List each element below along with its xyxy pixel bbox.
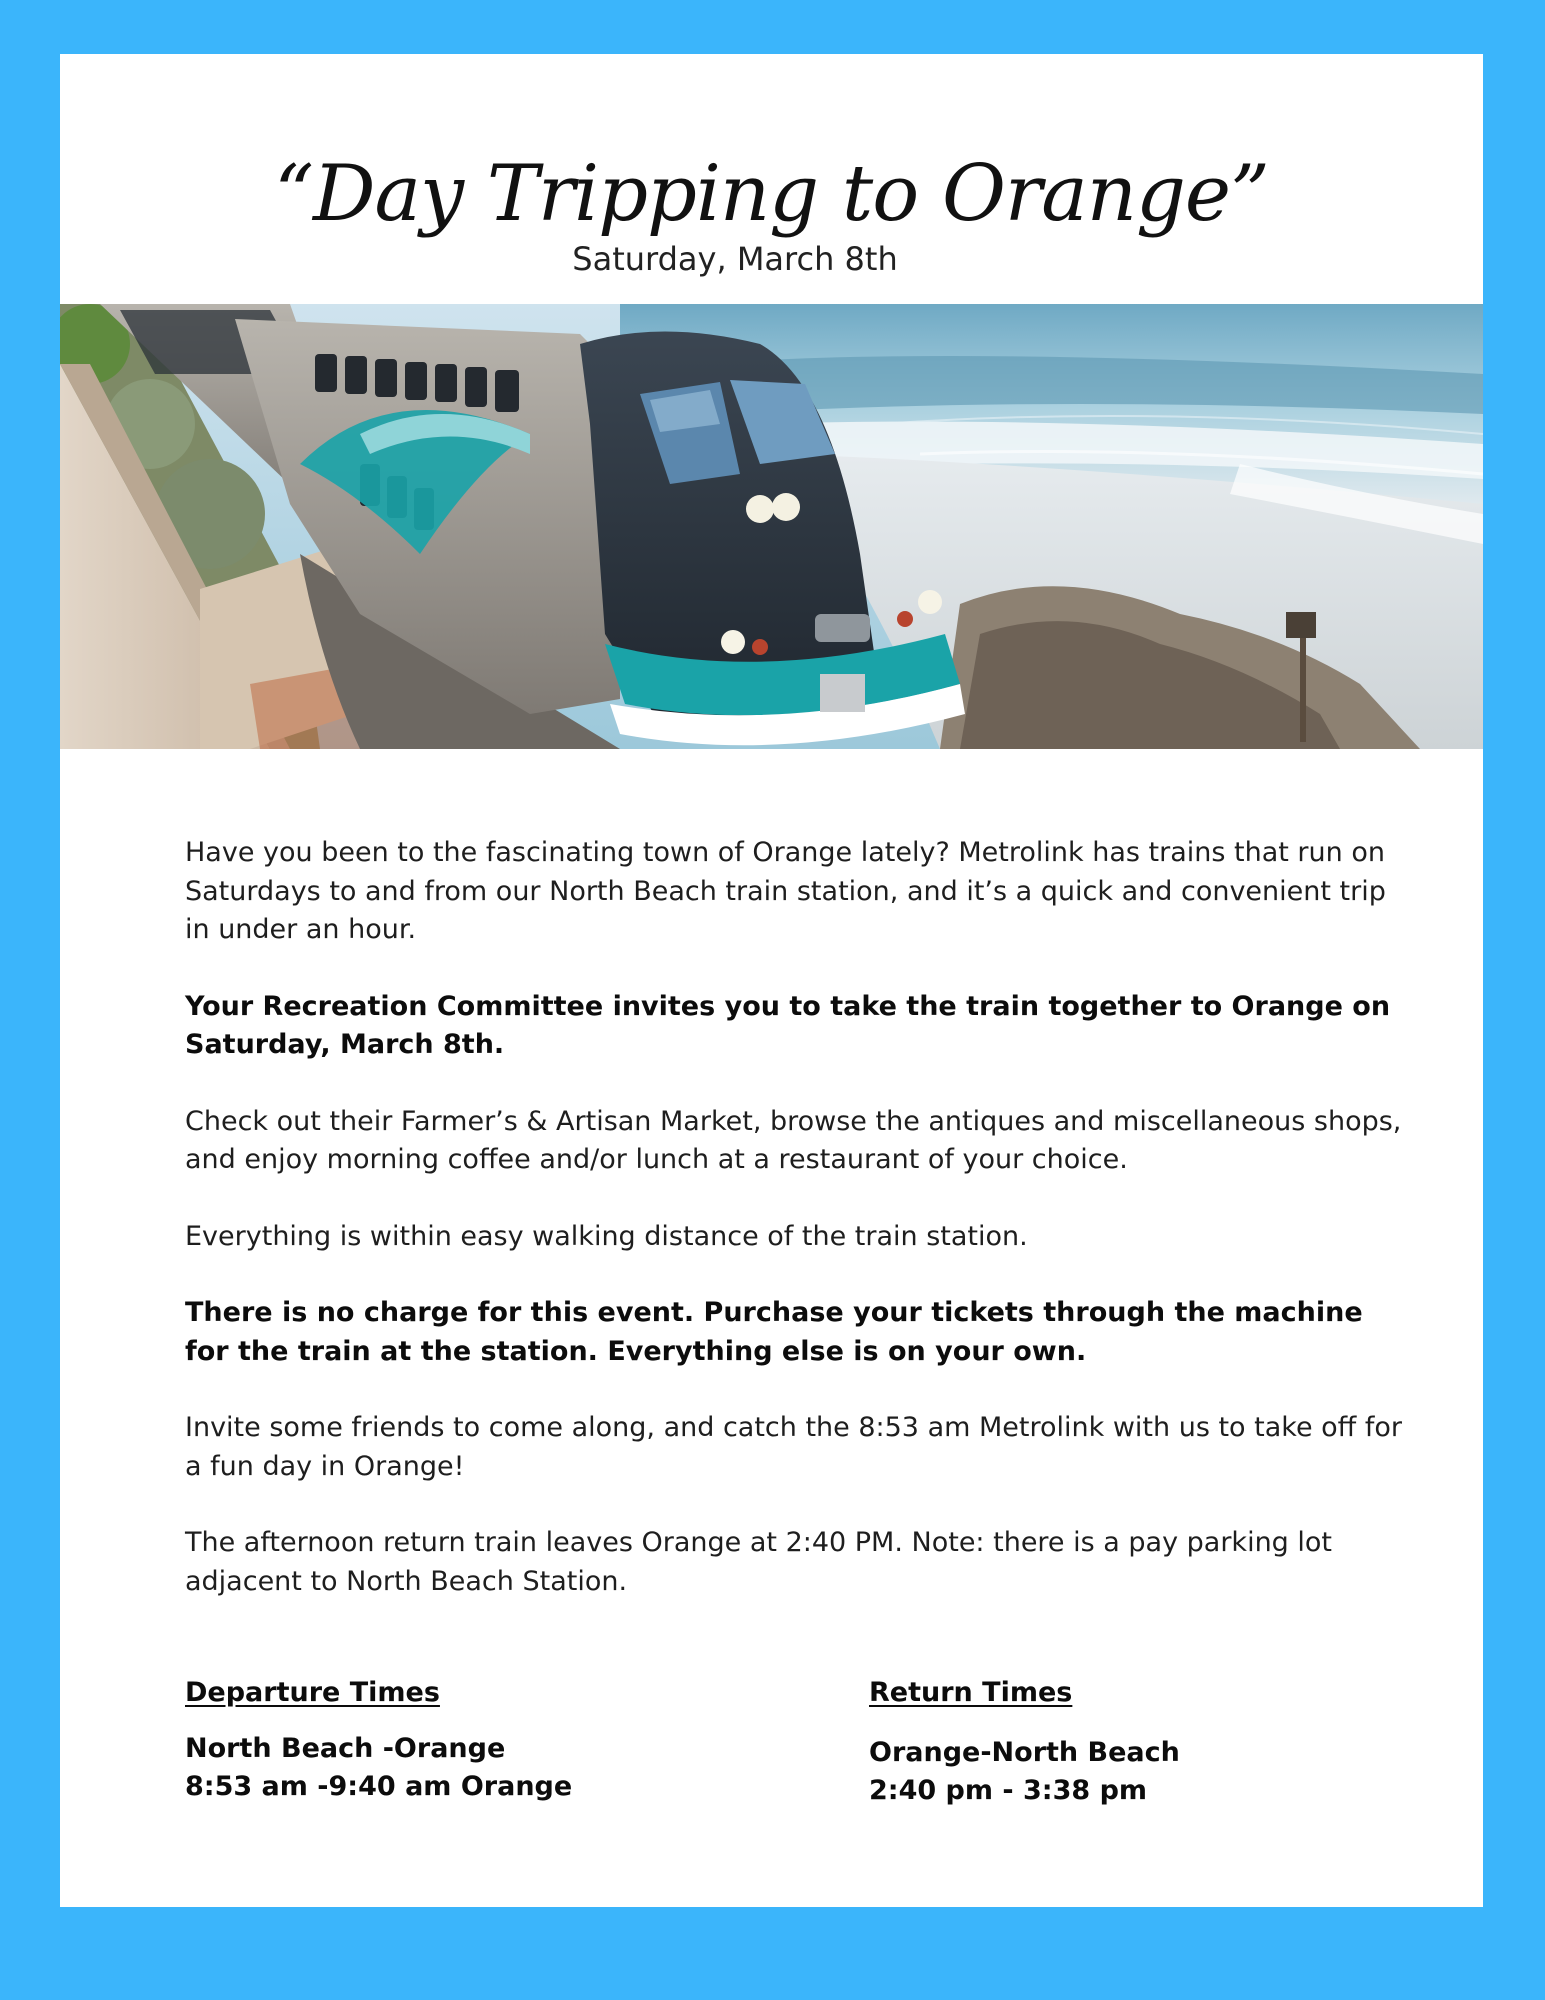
invite-friends-paragraph: Invite some friends to come along, and catch the 8:53 am Metrolink with us to take off for a fun day in Orange!: [185, 1412, 1402, 1482]
departure-times: [185, 1674, 572, 1806]
train-beach-illustration: [60, 304, 1483, 749]
flyer-page: [60, 54, 1483, 1907]
train-beach-photo: [60, 304, 1483, 749]
flyer-body: [185, 834, 1410, 1639]
cost-paragraph: There is no charge for this event. Purchase your tickets through the machine for the train at the station. Everything else is on your own.: [185, 1297, 1363, 1367]
departure-heading: Departure Times: [185, 1677, 440, 1708]
flyer-title: “Day Tripping to Orange”: [274, 149, 1269, 239]
activities-paragraph: Check out their Farmer’s & Artisan Market, browse the antiques and miscellaneous shops, and enjoy morning coffee and/or lunch at a restaurant of your choice.: [185, 1105, 1402, 1175]
intro-paragraph: Have you been to the fascinating town of Orange lately? Metrolink has trains that run on Saturdays to and from our North Beach train station, and it’s a quick and convenient trip in under an hour.: [185, 837, 1386, 945]
return-times: [869, 1674, 1180, 1810]
return-note-paragraph: The afternoon return train leaves Orange at 2:40 PM. Note: there is a pay parking lot adjacent to North Beach Station.: [185, 1527, 1333, 1597]
departure-time-range: 8:53 am -9:40 am Orange: [185, 1771, 573, 1802]
return-time-range: 2:40 pm - 3:38 pm: [869, 1775, 1148, 1806]
invitation-paragraph: Your Recreation Committee invites you to take the train together to Orange on Saturday, March 8th.: [185, 990, 1391, 1060]
return-heading: Return Times: [869, 1677, 1073, 1708]
return-route: Orange-North Beach: [869, 1737, 1180, 1768]
departure-route: North Beach -Orange: [185, 1733, 506, 1764]
walking-distance-paragraph: Everything is within easy walking distance of the train station.: [185, 1220, 1028, 1252]
event-date: Saturday, March 8th: [572, 240, 898, 278]
